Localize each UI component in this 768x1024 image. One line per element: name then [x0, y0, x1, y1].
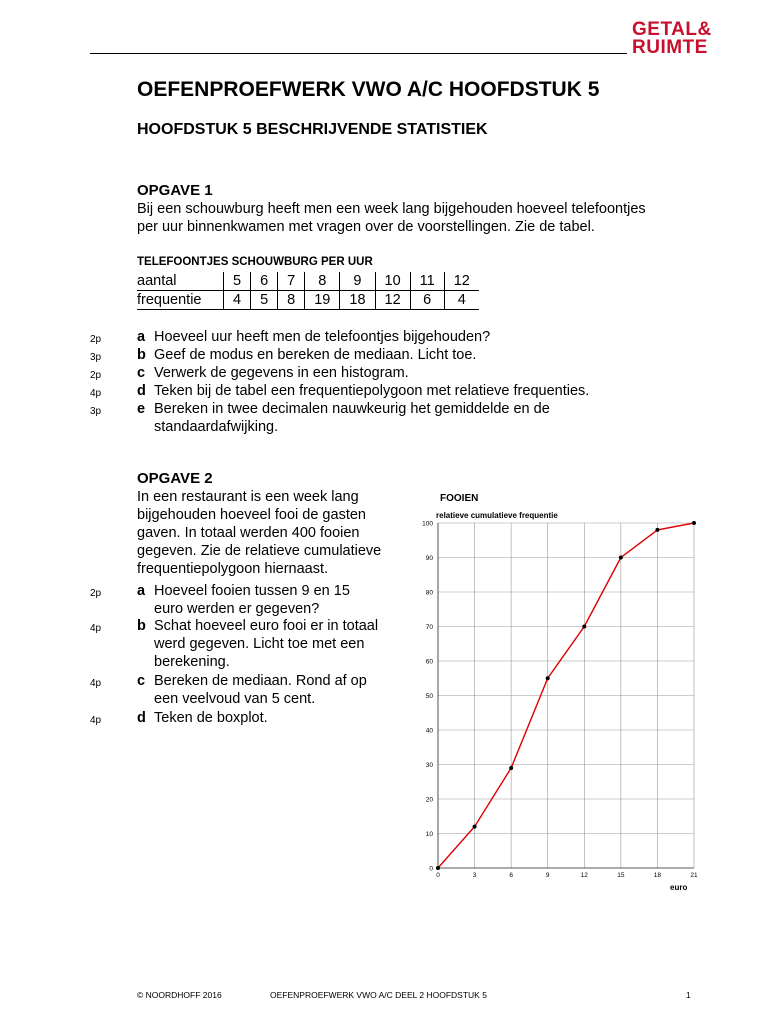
- table-cell: 19: [305, 291, 340, 310]
- question-points: 4p: [90, 715, 102, 726]
- table-cell: 8: [305, 272, 340, 291]
- question-points: 2p: [90, 588, 102, 599]
- y-tick-label: 30: [425, 762, 433, 769]
- question-letter: a: [137, 329, 146, 345]
- chart-xlabel: euro: [670, 883, 688, 892]
- table-row-aantal: [137, 272, 479, 291]
- y-tick-label: 90: [425, 555, 433, 562]
- question-letter: c: [137, 365, 146, 381]
- question-text: Hoeveel uur heeft men de telefoontjes bijgehouden?: [154, 329, 491, 345]
- question-letter: e: [137, 401, 146, 417]
- opgave2-heading: OPGAVE 2: [137, 470, 213, 487]
- y-tick-label: 0: [429, 865, 433, 873]
- question-text: Verwerk de gegevens in een histogram.: [154, 365, 409, 381]
- table-cell: 4: [224, 291, 251, 310]
- table-cell: 7: [278, 272, 305, 291]
- footer-title: OEFENPROEFWERK VWO A/C DEEL 2 HOOFDSTUK 5: [270, 990, 487, 1000]
- data-point: [546, 676, 550, 680]
- table-row-label: frequentie: [137, 291, 224, 310]
- question-text: Teken bij de tabel een frequentiepolygoon met relatieve frequenties.: [154, 383, 590, 399]
- y-tick-label: 60: [425, 658, 433, 666]
- y-tick-label: 100: [422, 520, 433, 528]
- page-subtitle: HOOFDSTUK 5 BESCHRIJVENDE STATISTIEK: [137, 121, 488, 138]
- question-points: 4p: [90, 678, 102, 689]
- logo-getal: GETAL&: [632, 19, 712, 40]
- table-cell: 5: [251, 291, 278, 310]
- table-row-label: aantal: [137, 272, 224, 291]
- table-cell: 11: [410, 272, 444, 291]
- data-point: [582, 625, 586, 629]
- question-points: 3p: [90, 406, 102, 417]
- x-tick-label: 0: [436, 872, 440, 879]
- question-text-continued: berekening.: [154, 654, 230, 670]
- chart-ylabel: relatieve cumulatieve frequentie: [436, 511, 558, 520]
- footer-copyright: © NOORDHOFF 2016: [137, 990, 222, 1000]
- opgave2-intro-line3: gaven. In totaal werden 400 fooien: [137, 525, 360, 541]
- table-cell: 8: [278, 291, 305, 310]
- question-text: Geef de modus en bereken de mediaan. Licht toe.: [154, 347, 477, 363]
- data-point: [619, 556, 623, 560]
- chart-title: FOOIEN: [440, 493, 479, 504]
- x-tick-label: 3: [472, 872, 477, 879]
- question-text: Bereken in twee decimalen nauwkeurig het gemiddelde en de: [154, 401, 550, 417]
- question-text-continued: euro werden er gegeven?: [154, 601, 320, 617]
- opgave1-intro-line2: per uur binnenkwamen met vragen over de voorstellingen. Zie de tabel.: [137, 219, 595, 235]
- footer-page-number: 1: [686, 990, 691, 1000]
- x-tick-label: 15: [617, 872, 625, 879]
- question-text-continued: een veelvoud van 5 cent.: [154, 691, 316, 707]
- question-letter: b: [137, 347, 146, 363]
- page-title: OEFENPROEFWERK VWO A/C HOOFDSTUK 5: [137, 78, 600, 101]
- y-tick-label: 40: [425, 727, 433, 735]
- x-tick-label: 18: [653, 872, 662, 879]
- opgave1-heading: OPGAVE 1: [137, 182, 213, 199]
- y-tick-label: 50: [425, 693, 433, 700]
- x-tick-label: 6: [509, 872, 513, 879]
- table-cell: 6: [251, 272, 278, 291]
- table-title: TELEFOONTJES SCHOUWBURG PER UUR: [137, 256, 373, 268]
- question-text: Hoeveel fooien tussen 9 en 15: [154, 583, 350, 599]
- y-tick-label: 20: [425, 796, 433, 804]
- question-points: 4p: [90, 388, 102, 399]
- opgave1-intro-line1: Bij een schouwburg heeft men een week lang bijgehouden hoeveel telefoontjes: [137, 201, 646, 217]
- frequency-table: [137, 272, 479, 310]
- y-tick-label: 70: [425, 624, 433, 631]
- table-cell: 18: [340, 291, 375, 310]
- data-point: [436, 866, 440, 870]
- question-letter: a: [137, 583, 146, 599]
- question-letter: d: [137, 710, 146, 726]
- x-tick-label: 9: [545, 872, 550, 879]
- data-point: [509, 766, 513, 770]
- table-cell: 12: [375, 291, 410, 310]
- table-cell: 4: [444, 291, 479, 310]
- opgave2-intro-line5: frequentiepolygoon hiernaast.: [137, 561, 329, 577]
- data-point: [692, 521, 696, 525]
- question-points: 4p: [90, 623, 102, 634]
- table-cell: 10: [375, 272, 410, 291]
- header-rule: [90, 53, 627, 54]
- opgave2-intro-line2: bijgehouden hoeveel fooi de gasten: [137, 507, 366, 523]
- table-row-frequentie: [137, 291, 479, 310]
- question-text: Teken de boxplot.: [154, 710, 268, 726]
- opgave2-intro-line4: gegeven. Zie de relatieve cumulatieve: [137, 543, 382, 559]
- table-cell: 5: [224, 272, 251, 291]
- data-point: [655, 528, 659, 532]
- opgave2-intro-line1: In een restaurant is een week lang: [137, 489, 359, 505]
- table-cell: 6: [410, 291, 444, 310]
- question-text-continued: werd gegeven. Licht toe met een: [154, 636, 365, 652]
- table-cell: 9: [340, 272, 375, 291]
- question-text: Bereken de mediaan. Rond af op: [154, 673, 367, 689]
- question-letter: b: [137, 618, 146, 634]
- x-tick-label: 21: [690, 872, 698, 879]
- table-cell: 12: [444, 272, 479, 291]
- data-point: [473, 825, 477, 829]
- y-tick-label: 10: [425, 831, 433, 838]
- question-points: 2p: [90, 334, 102, 345]
- question-points: 3p: [90, 352, 102, 363]
- question-text-continued: standaardafwijking.: [154, 419, 279, 435]
- fooien-chart: [400, 486, 720, 896]
- question-text: Schat hoeveel euro fooi er in totaal: [154, 618, 379, 634]
- question-letter: c: [137, 673, 146, 689]
- logo-ruimte: RUIMTE: [632, 37, 708, 58]
- question-points: 2p: [90, 370, 102, 381]
- x-tick-label: 12: [580, 872, 588, 879]
- y-tick-label: 80: [425, 589, 433, 597]
- question-letter: d: [137, 383, 146, 399]
